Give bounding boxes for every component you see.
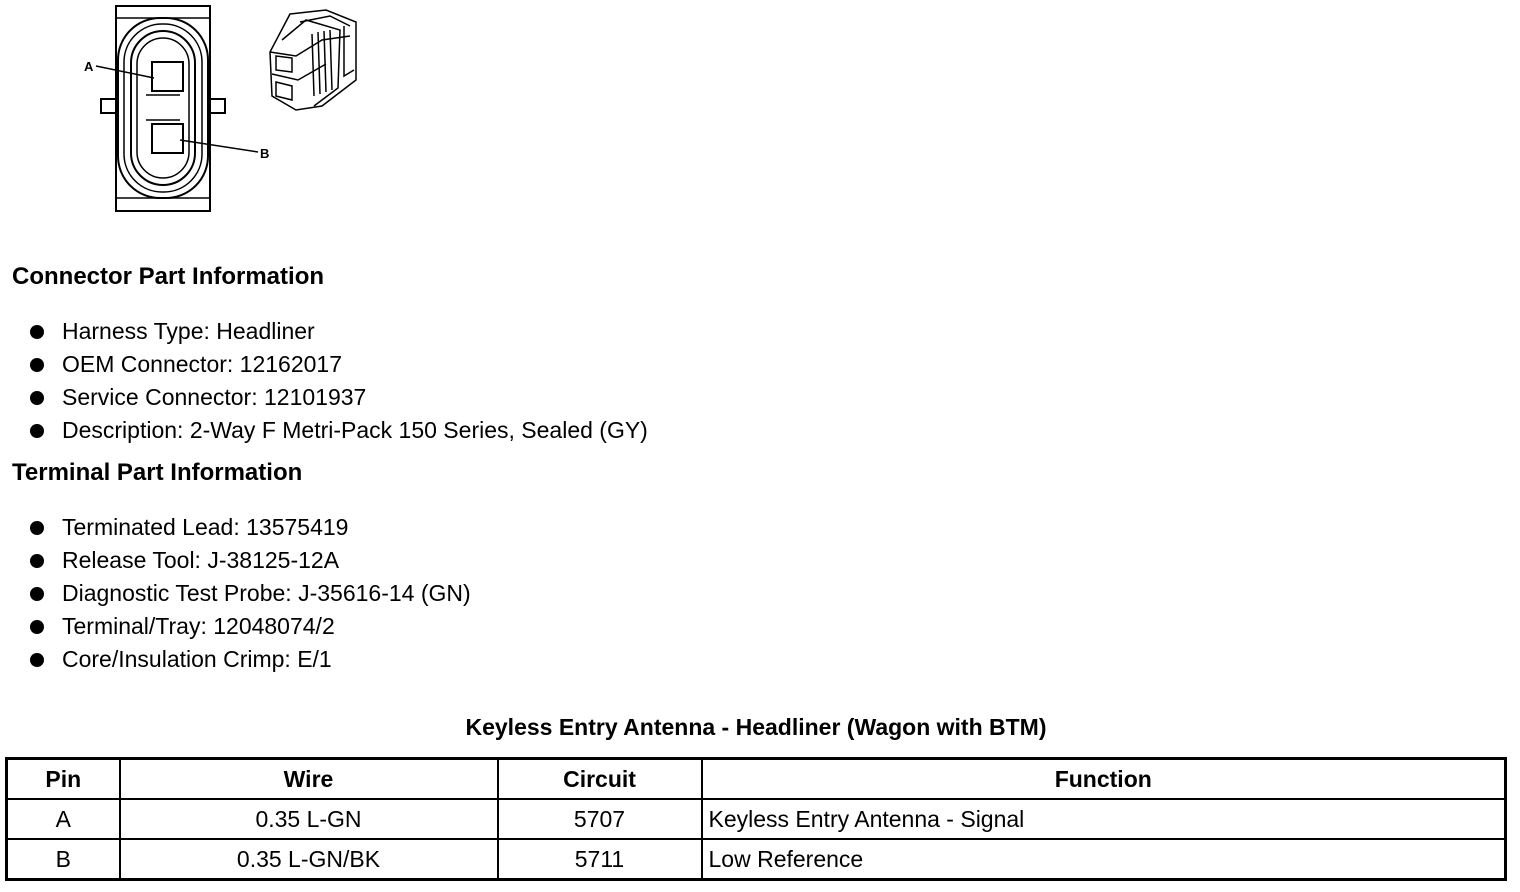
list-item	[28, 643, 471, 676]
pin-a-label: A	[84, 59, 94, 74]
list-item-text: OEM Connector: 12162017	[62, 351, 343, 377]
list-item-text: Harness Type: Headliner	[62, 318, 315, 344]
bullet-icon	[30, 391, 44, 405]
pin-a-cavity	[152, 62, 183, 91]
list-item	[28, 315, 648, 348]
bullet-icon	[30, 325, 44, 339]
table-caption: Keyless Entry Antenna - Headliner (Wagon with BTM)	[465, 714, 1047, 740]
list-item-text: Terminal/Tray: 12048074/2	[62, 613, 335, 639]
column-header-pin: Pin	[7, 759, 120, 800]
list-item-text: Service Connector: 12101937	[62, 384, 367, 410]
list-item-text: Terminated Lead: 13575419	[62, 514, 349, 540]
terminal-info-list	[28, 511, 471, 676]
connector-info-list	[28, 315, 648, 447]
column-header-wire: Wire	[120, 759, 498, 800]
list-item	[28, 348, 648, 381]
list-item	[28, 610, 471, 643]
pin-table	[5, 757, 1507, 881]
connector-front-view	[96, 6, 258, 211]
pin-cell: A	[7, 799, 120, 839]
list-item	[28, 511, 471, 544]
table-row	[7, 839, 1506, 880]
circuit-cell: 5711	[498, 839, 702, 880]
bullet-icon	[30, 653, 44, 667]
pin-b-cavity	[152, 124, 183, 153]
connector-diagram	[0, 0, 380, 220]
bullet-icon	[30, 424, 44, 438]
pin-b-leader	[180, 140, 258, 152]
list-item-text: Release Tool: J-38125-12A	[62, 547, 340, 573]
table-row	[7, 799, 1506, 839]
wire-cell: 0.35 L-GN	[120, 799, 498, 839]
list-item-text: Core/Insulation Crimp: E/1	[62, 646, 332, 672]
wire-cell: 0.35 L-GN/BK	[120, 839, 498, 880]
function-cell: Low Reference	[702, 839, 1506, 880]
connector-side-view	[270, 10, 356, 110]
list-item	[28, 544, 471, 577]
column-header-circuit: Circuit	[498, 759, 702, 800]
pin-a-leader	[96, 66, 154, 78]
column-header-function: Function	[702, 759, 1506, 800]
bullet-icon	[30, 554, 44, 568]
table-header-row	[7, 759, 1506, 800]
list-item	[28, 577, 471, 610]
circuit-cell: 5707	[498, 799, 702, 839]
connector-info-heading: Connector Part Information	[12, 263, 325, 290]
function-cell: Keyless Entry Antenna - Signal	[702, 799, 1506, 839]
pin-b-label: B	[260, 146, 270, 161]
terminal-info-heading: Terminal Part Information	[12, 459, 303, 486]
list-item-text: Diagnostic Test Probe: J-35616-14 (GN)	[62, 580, 471, 606]
bullet-icon	[30, 521, 44, 535]
bullet-icon	[30, 358, 44, 372]
bullet-icon	[30, 587, 44, 601]
pin-cell: B	[7, 839, 120, 880]
list-item-text: Description: 2-Way F Metri-Pack 150 Series, Sealed (GY)	[62, 417, 648, 443]
bullet-icon	[30, 620, 44, 634]
list-item	[28, 381, 648, 414]
list-item	[28, 414, 648, 447]
